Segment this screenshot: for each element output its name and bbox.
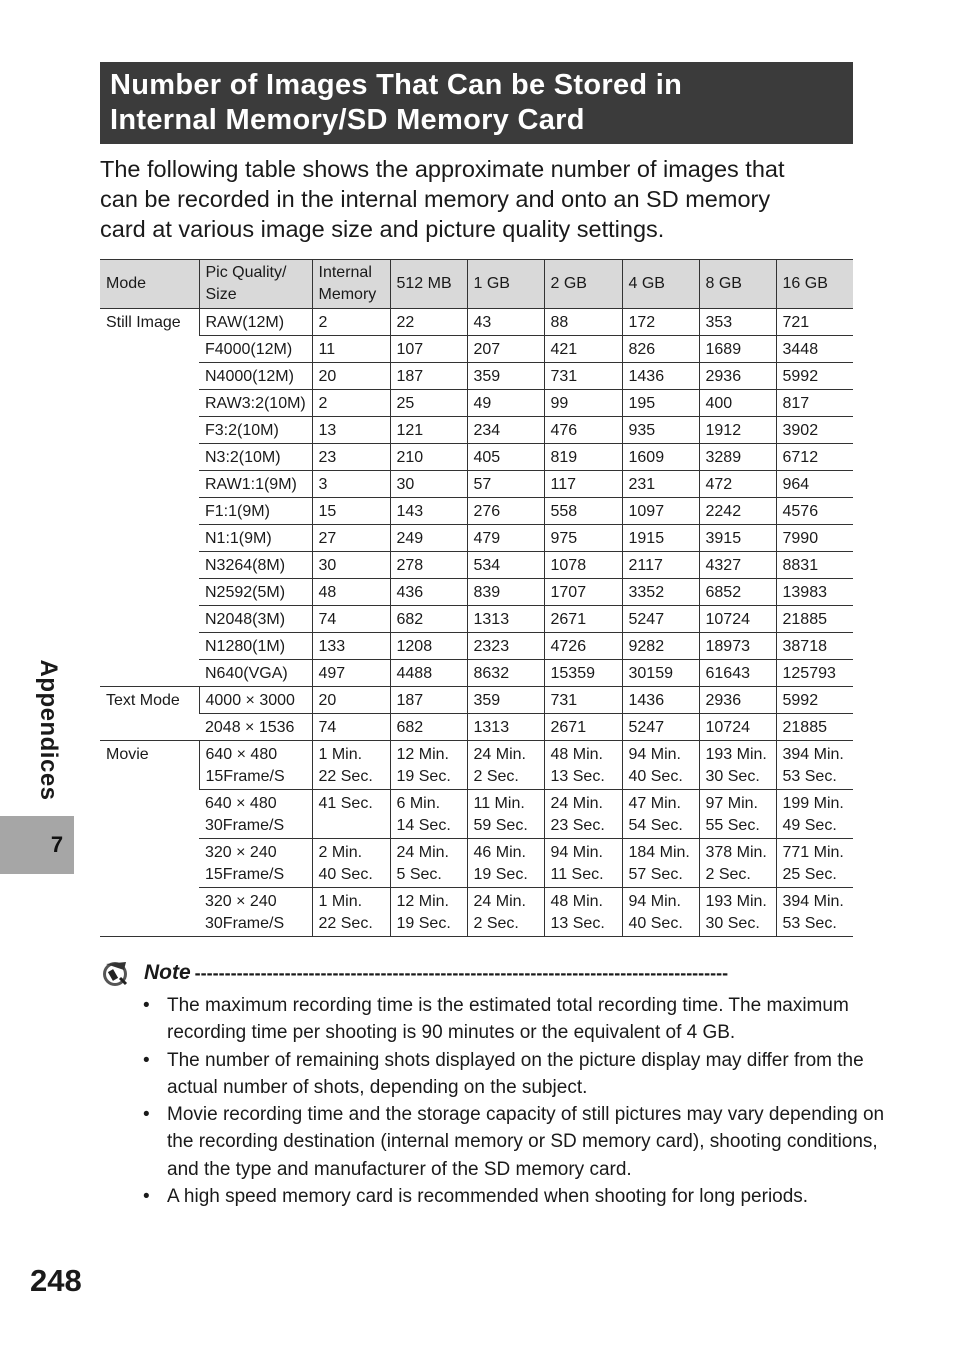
value-cell: 18973 (699, 633, 776, 660)
value-cell: 359 (467, 687, 544, 714)
cell-text-line: 24 Min. (396, 844, 449, 861)
intro-line-3: card at various image size and picture quality settings. (100, 216, 665, 242)
storage-capacity-table (100, 259, 853, 937)
value-cell: 210 (390, 444, 467, 471)
value-cell: 187 (390, 363, 467, 390)
note-item-line: • A high speed memory card is recommended when shooting for long periods. (167, 1186, 809, 1208)
cell-text-line: 394 Min. (782, 893, 844, 910)
value-cell (622, 741, 699, 790)
cell-text-line: 41 Sec. (318, 795, 373, 812)
cell-text-line: 25 Sec. (782, 866, 837, 883)
table-body (100, 309, 853, 937)
value-cell (467, 790, 544, 839)
value-cell: 143 (390, 498, 467, 525)
value-cell: 13983 (776, 579, 853, 606)
page-number: 248 (30, 1263, 82, 1298)
note-item-line: actual number of shots, depending on the subject. (167, 1076, 588, 1098)
quality-cell: N4000(12M) (199, 363, 312, 390)
table-row (100, 471, 853, 498)
value-cell: 476 (544, 417, 622, 444)
value-cell: 839 (467, 579, 544, 606)
value-cell (467, 888, 544, 937)
quality-cell: 4000 × 3000 (199, 687, 312, 714)
cell-text-line: 57 Sec. (628, 866, 683, 883)
value-cell: 1689 (699, 336, 776, 363)
value-cell: 935 (622, 417, 699, 444)
cell-text-line: 30Frame/S (205, 817, 285, 834)
column-header-text: Internal (318, 264, 372, 281)
value-cell: 99 (544, 390, 622, 417)
mode-cell: Text Mode (100, 687, 199, 741)
cell-text-line: 48 Min. (550, 893, 603, 910)
value-cell: 22 (390, 309, 467, 336)
value-cell: 2 (312, 390, 390, 417)
value-cell (776, 839, 853, 888)
value-cell: 1915 (622, 525, 699, 552)
quality-cell: F1:1(9M) (199, 498, 312, 525)
column-header (100, 260, 199, 309)
value-cell: 49 (467, 390, 544, 417)
note-item-line: the recording destination (internal memory or SD memory card), shooting conditions, (167, 1131, 878, 1153)
value-cell: 731 (544, 687, 622, 714)
value-cell: 436 (390, 579, 467, 606)
table-row (100, 498, 853, 525)
value-cell: 975 (544, 525, 622, 552)
value-cell: 1609 (622, 444, 699, 471)
column-header-text: Memory (318, 286, 377, 303)
value-cell: 74 (312, 606, 390, 633)
value-cell: 817 (776, 390, 853, 417)
cell-text-line: 59 Sec. (473, 817, 528, 834)
quality-cell: 2048 × 1536 (199, 714, 312, 741)
quality-cell: RAW3:2(10M) (199, 390, 312, 417)
note-item (140, 1183, 860, 1210)
cell-text-line: 12 Min. (396, 746, 449, 763)
value-cell (312, 839, 390, 888)
value-cell: 4327 (699, 552, 776, 579)
cell-text-line: 30 Sec. (705, 768, 760, 785)
value-cell (467, 839, 544, 888)
value-cell: 3915 (699, 525, 776, 552)
value-cell: 353 (699, 309, 776, 336)
value-cell: 27 (312, 525, 390, 552)
cell-text-line: 12 Min. (396, 893, 449, 910)
cell-text-line: 30 Sec. (705, 915, 760, 932)
value-cell: 30 (312, 552, 390, 579)
value-cell: 558 (544, 498, 622, 525)
cell-text-line: 14 Sec. (396, 817, 451, 834)
value-cell: 133 (312, 633, 390, 660)
value-cell: 231 (622, 471, 699, 498)
cell-text-line: 40 Sec. (318, 866, 373, 883)
cell-text-line: 320 × 240 (205, 844, 277, 861)
section-title-line-2: Internal Memory/SD Memory Card (110, 104, 585, 136)
column-header-text: 2 GB (550, 275, 587, 292)
cell-text-line: 15Frame/S (205, 866, 285, 883)
column-header-text: Size (205, 286, 237, 303)
value-cell: 405 (467, 444, 544, 471)
value-cell: 1078 (544, 552, 622, 579)
quality-cell (199, 741, 312, 790)
column-header-text: 1 GB (473, 275, 510, 292)
value-cell (776, 888, 853, 937)
value-cell: 2936 (699, 687, 776, 714)
cell-text-line: 30Frame/S (205, 915, 285, 932)
note-item (140, 992, 860, 1047)
value-cell: 23 (312, 444, 390, 471)
value-cell: 1208 (390, 633, 467, 660)
cell-text-line: 2 Sec. (473, 915, 519, 932)
quality-cell (199, 839, 312, 888)
table-row (100, 606, 853, 633)
cell-text-line: 320 × 240 (205, 893, 277, 910)
value-cell: 721 (776, 309, 853, 336)
column-header (390, 260, 467, 309)
value-cell: 117 (544, 471, 622, 498)
note-heading (100, 958, 860, 988)
value-cell (467, 741, 544, 790)
cell-text-line: 193 Min. (705, 893, 767, 910)
cell-text-line: 11 Min. (473, 795, 525, 812)
value-cell: 2117 (622, 552, 699, 579)
value-cell: 207 (467, 336, 544, 363)
value-cell (390, 839, 467, 888)
value-cell: 88 (544, 309, 622, 336)
cell-text-line: 47 Min. (628, 795, 681, 812)
value-cell: 819 (544, 444, 622, 471)
value-cell: 43 (467, 309, 544, 336)
value-cell: 2 (312, 309, 390, 336)
value-cell (390, 888, 467, 937)
table-row (100, 336, 853, 363)
value-cell: 2936 (699, 363, 776, 390)
cell-text-line: 184 Min. (628, 844, 690, 861)
value-cell: 20 (312, 687, 390, 714)
value-cell (699, 790, 776, 839)
value-cell: 5992 (776, 363, 853, 390)
cell-text-line: 640 × 480 (205, 795, 277, 812)
value-cell: 1097 (622, 498, 699, 525)
value-cell: 187 (390, 687, 467, 714)
value-cell: 2671 (544, 606, 622, 633)
cell-text-line: 19 Sec. (396, 768, 451, 785)
value-cell: 21885 (776, 714, 853, 741)
value-cell (312, 741, 390, 790)
value-cell: 25 (390, 390, 467, 417)
value-cell: 9282 (622, 633, 699, 660)
value-cell (390, 790, 467, 839)
cell-text-line: 6 Min. (396, 795, 441, 812)
note-item-line: • Movie recording time and the storage capacity of still pictures may vary depending on (167, 1104, 885, 1126)
value-cell: 21885 (776, 606, 853, 633)
column-header-text: 4 GB (628, 275, 665, 292)
value-cell: 30159 (622, 660, 699, 687)
mode-cell: Still Image (100, 309, 199, 687)
quality-cell (199, 888, 312, 937)
value-cell: 497 (312, 660, 390, 687)
value-cell: 534 (467, 552, 544, 579)
cell-text-line: 1 Min. (318, 746, 363, 763)
cell-text-line: 40 Sec. (628, 915, 683, 932)
value-cell: 125793 (776, 660, 853, 687)
table-row (100, 741, 853, 790)
quality-cell: RAW(12M) (199, 309, 312, 336)
cell-text-line: 394 Min. (782, 746, 844, 763)
value-cell (544, 888, 622, 937)
value-cell: 3289 (699, 444, 776, 471)
column-header-text: 16 GB (782, 275, 828, 292)
value-cell: 10724 (699, 606, 776, 633)
value-cell: 61643 (699, 660, 776, 687)
value-cell: 400 (699, 390, 776, 417)
cell-text-line: 11 Sec. (550, 866, 604, 883)
table-row (100, 417, 853, 444)
value-cell: 249 (390, 525, 467, 552)
table-row (100, 687, 853, 714)
note-item-line: and the type and manufacturer of the SD memory card. (167, 1158, 632, 1180)
cell-text-line: 2 Min. (318, 844, 363, 861)
cell-text-line: 2 Sec. (705, 866, 751, 883)
value-cell: 195 (622, 390, 699, 417)
table-row (100, 579, 853, 606)
column-header-text: Mode (106, 275, 147, 292)
quality-cell: N2592(5M) (199, 579, 312, 606)
cell-text-line: 24 Min. (473, 893, 526, 910)
table-row (100, 552, 853, 579)
cell-text-line: 54 Sec. (628, 817, 683, 834)
value-cell: 7990 (776, 525, 853, 552)
intro-line-1: The following table shows the approximate number of images that (100, 156, 785, 182)
column-header (699, 260, 776, 309)
value-cell: 10724 (699, 714, 776, 741)
cell-text-line: 199 Min. (782, 795, 844, 812)
value-cell (390, 741, 467, 790)
column-header-text: 8 GB (705, 275, 742, 292)
value-cell: 479 (467, 525, 544, 552)
value-cell (312, 888, 390, 937)
side-tab-label-text: Appendices (35, 659, 62, 801)
value-cell: 1313 (467, 714, 544, 741)
note-item (140, 1101, 885, 1183)
cell-text-line: 94 Min. (550, 844, 603, 861)
value-cell: 4488 (390, 660, 467, 687)
value-cell: 5247 (622, 714, 699, 741)
column-header (467, 260, 544, 309)
value-cell (622, 790, 699, 839)
value-cell: 1436 (622, 687, 699, 714)
quality-cell: N1:1(9M) (199, 525, 312, 552)
column-header (312, 260, 390, 309)
table-row (100, 888, 853, 937)
value-cell: 1436 (622, 363, 699, 390)
value-cell: 8632 (467, 660, 544, 687)
value-cell: 1313 (467, 606, 544, 633)
side-tab-chapter-label (22, 650, 74, 810)
cell-text-line: 19 Sec. (396, 915, 451, 932)
cell-text-line: 22 Sec. (318, 768, 373, 785)
value-cell: 15359 (544, 660, 622, 687)
value-cell (699, 839, 776, 888)
value-cell (622, 839, 699, 888)
value-cell: 5992 (776, 687, 853, 714)
intro-paragraph (100, 154, 860, 244)
value-cell: 6852 (699, 579, 776, 606)
value-cell: 4726 (544, 633, 622, 660)
cell-text-line: 55 Sec. (705, 817, 760, 834)
value-cell (544, 741, 622, 790)
note-item (140, 1047, 864, 1102)
table-header-row (100, 260, 853, 309)
quality-cell: N1280(1M) (199, 633, 312, 660)
table-row (100, 309, 853, 336)
cell-text-line: 53 Sec. (782, 768, 837, 785)
column-header-text: Pic Quality/ (205, 264, 287, 281)
value-cell: 964 (776, 471, 853, 498)
cell-text-line: 23 Sec. (550, 817, 605, 834)
value-cell: 11 (312, 336, 390, 363)
value-cell: 2671 (544, 714, 622, 741)
quality-cell: N2048(3M) (199, 606, 312, 633)
value-cell: 278 (390, 552, 467, 579)
table-row (100, 444, 853, 471)
cell-text-line: 771 Min. (782, 844, 844, 861)
value-cell: 682 (390, 714, 467, 741)
table-row (100, 525, 853, 552)
value-cell: 4576 (776, 498, 853, 525)
quality-cell (199, 790, 312, 839)
value-cell: 421 (544, 336, 622, 363)
cell-text-line: 2 Sec. (473, 768, 519, 785)
table-row (100, 633, 853, 660)
cell-text-line: 193 Min. (705, 746, 767, 763)
value-cell: 472 (699, 471, 776, 498)
column-header (776, 260, 853, 309)
note-item-line: recording time per shooting is 90 minutes or the equivalent of 4 GB. (167, 1022, 736, 1044)
table-row (100, 714, 853, 741)
value-cell: 826 (622, 336, 699, 363)
value-cell: 1912 (699, 417, 776, 444)
column-header (622, 260, 699, 309)
value-cell: 359 (467, 363, 544, 390)
value-cell (622, 888, 699, 937)
cell-text-line: 40 Sec. (628, 768, 683, 785)
section-title-line-1: Number of Images That Can be Stored in (110, 69, 683, 101)
value-cell: 3352 (622, 579, 699, 606)
quality-cell: N3:2(10M) (199, 444, 312, 471)
table-row (100, 790, 853, 839)
value-cell: 13 (312, 417, 390, 444)
quality-cell: F4000(12M) (199, 336, 312, 363)
note-pencil-icon (100, 958, 132, 988)
note-item-line: • The number of remaining shots displayed on the picture display may differ from the (167, 1049, 864, 1071)
value-cell: 6712 (776, 444, 853, 471)
cell-text-line: 640 × 480 (205, 746, 278, 763)
value-cell: 38718 (776, 633, 853, 660)
value-cell: 3448 (776, 336, 853, 363)
cell-text-line: 5 Sec. (396, 866, 442, 883)
cell-text-line: 15Frame/S (205, 768, 285, 785)
value-cell: 276 (467, 498, 544, 525)
value-cell: 121 (390, 417, 467, 444)
cell-text-line: 49 Sec. (782, 817, 837, 834)
cell-text-line: 1 Min. (318, 893, 363, 910)
value-cell: 1707 (544, 579, 622, 606)
cell-text-line: 19 Sec. (473, 866, 528, 883)
cell-text-line: 22 Sec. (318, 915, 373, 932)
note-title: Note (144, 961, 191, 984)
section-title (100, 62, 853, 144)
value-cell: 20 (312, 363, 390, 390)
table-row (100, 390, 853, 417)
quality-cell: N3264(8M) (199, 552, 312, 579)
value-cell: 57 (467, 471, 544, 498)
cell-text-line: 13 Sec. (550, 915, 605, 932)
note-item-line: • The maximum recording time is the estimated total recording time. The maximum (167, 995, 849, 1016)
cell-text-line: 13 Sec. (550, 768, 605, 785)
note-divider: ----------------------------------------------------------------------------------------- (194, 962, 729, 983)
value-cell: 8831 (776, 552, 853, 579)
value-cell: 172 (622, 309, 699, 336)
value-cell: 2323 (467, 633, 544, 660)
quality-cell: N640(VGA) (199, 660, 312, 687)
cell-text-line: 97 Min. (705, 795, 758, 812)
value-cell: 5247 (622, 606, 699, 633)
value-cell: 30 (390, 471, 467, 498)
column-header-text: 512 MB (396, 275, 452, 292)
column-header (544, 260, 622, 309)
value-cell (544, 839, 622, 888)
value-cell: 74 (312, 714, 390, 741)
note-list (140, 992, 885, 1210)
value-cell: 682 (390, 606, 467, 633)
cell-text-line: 94 Min. (628, 746, 681, 763)
mode-cell: Movie (100, 741, 199, 937)
cell-text-line: 24 Min. (473, 746, 526, 763)
value-cell (699, 888, 776, 937)
value-cell (699, 741, 776, 790)
value-cell: 48 (312, 579, 390, 606)
value-cell: 15 (312, 498, 390, 525)
value-cell: 3902 (776, 417, 853, 444)
cell-text-line: 46 Min. (473, 844, 526, 861)
quality-cell: F3:2(10M) (199, 417, 312, 444)
value-cell: 107 (390, 336, 467, 363)
table-row (100, 839, 853, 888)
side-tab-chapter-number: 7 (0, 816, 74, 874)
cell-text-line: 378 Min. (705, 844, 767, 861)
cell-text-line: 24 Min. (550, 795, 603, 812)
quality-cell: RAW1:1(9M) (199, 471, 312, 498)
intro-line-2: can be recorded in the internal memory and onto an SD memory (100, 186, 771, 212)
table-row (100, 660, 853, 687)
cell-text-line: 53 Sec. (782, 915, 837, 932)
column-header (199, 260, 312, 309)
cell-text-line: 94 Min. (628, 893, 681, 910)
value-cell: 3 (312, 471, 390, 498)
cell-text-line: 48 Min. (550, 746, 603, 763)
value-cell (776, 790, 853, 839)
value-cell (544, 790, 622, 839)
value-cell (312, 790, 390, 839)
value-cell: 731 (544, 363, 622, 390)
value-cell: 2242 (699, 498, 776, 525)
value-cell (776, 741, 853, 790)
table-row (100, 363, 853, 390)
value-cell: 234 (467, 417, 544, 444)
